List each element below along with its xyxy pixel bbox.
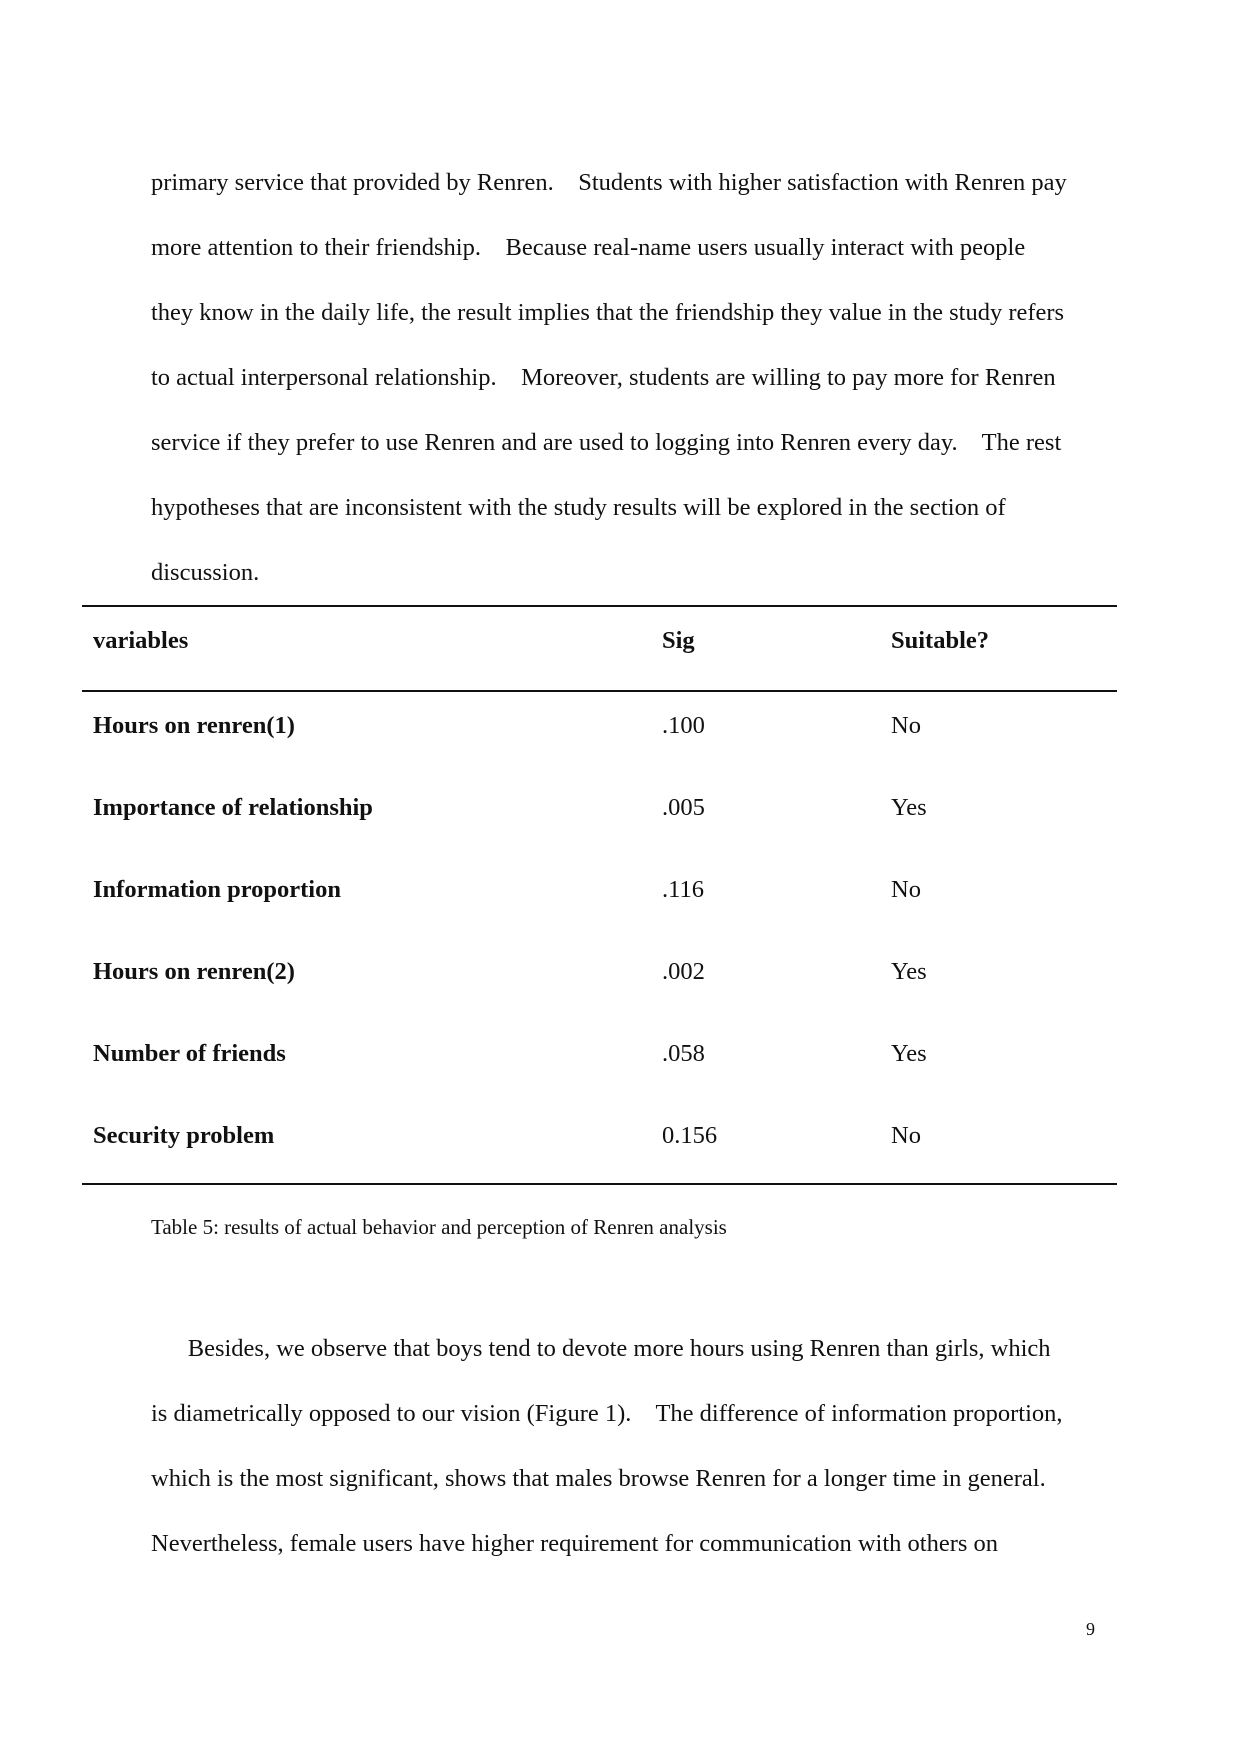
- row-suitable: No: [891, 1122, 921, 1149]
- paragraph-line: they know in the daily life, the result implies that the friendship they value in the study refers: [151, 299, 1065, 326]
- table-caption: Table 5: results of actual behavior and perception of Renren analysis: [151, 1215, 727, 1239]
- row-sig: .116: [662, 876, 704, 903]
- row-sig: 0.156: [662, 1122, 718, 1149]
- paragraph-line: to actual interpersonal relationship. Moreover, students are willing to pay more for Renren: [151, 364, 1056, 391]
- row-suitable: No: [891, 712, 921, 739]
- row-variable: Hours on renren(1): [93, 712, 295, 739]
- row-sig: .058: [662, 1040, 705, 1067]
- row-variable: Information proportion: [93, 876, 341, 903]
- table-header-rule: [82, 690, 1117, 692]
- paragraph-line: is diametrically opposed to our vision (Figure 1). The difference of information proportion,: [151, 1400, 1063, 1427]
- paragraph-line: Besides, we observe that boys tend to devote more hours using Renren than girls, which: [151, 1335, 1051, 1362]
- row-suitable: Yes: [891, 794, 927, 821]
- paragraph-line: discussion.: [151, 559, 260, 586]
- row-sig: .005: [662, 794, 705, 821]
- table-top-rule: [82, 605, 1117, 607]
- row-suitable: Yes: [891, 958, 927, 985]
- row-variable: Number of friends: [93, 1040, 286, 1067]
- row-sig: .002: [662, 958, 705, 985]
- row-suitable: No: [891, 876, 921, 903]
- paragraph-line: service if they prefer to use Renren and are used to logging into Renren every day. The rest: [151, 429, 1062, 456]
- column-header-variables: variables: [93, 627, 189, 654]
- row-variable: Importance of relationship: [93, 794, 373, 821]
- column-header-sig: Sig: [662, 627, 695, 654]
- table-bottom-rule: [82, 1183, 1117, 1185]
- paragraph-line: more attention to their friendship. Because real-name users usually interact with people: [151, 234, 1026, 261]
- column-header-suitable: Suitable?: [891, 627, 990, 654]
- paragraph-line: hypotheses that are inconsistent with the study results will be explored in the section of: [151, 494, 1006, 521]
- paragraph-line: primary service that provided by Renren. Students with higher satisfaction with Renren pay: [151, 169, 1067, 196]
- paragraph-line: Nevertheless, female users have higher requirement for communication with others on: [151, 1530, 999, 1557]
- paragraph-line: which is the most significant, shows that males browse Renren for a longer time in general.: [151, 1465, 1046, 1492]
- row-sig: .100: [662, 712, 705, 739]
- row-variable: Security problem: [93, 1122, 275, 1149]
- page-number: 9: [1086, 1619, 1095, 1639]
- row-variable: Hours on renren(2): [93, 958, 295, 985]
- row-suitable: Yes: [891, 1040, 927, 1067]
